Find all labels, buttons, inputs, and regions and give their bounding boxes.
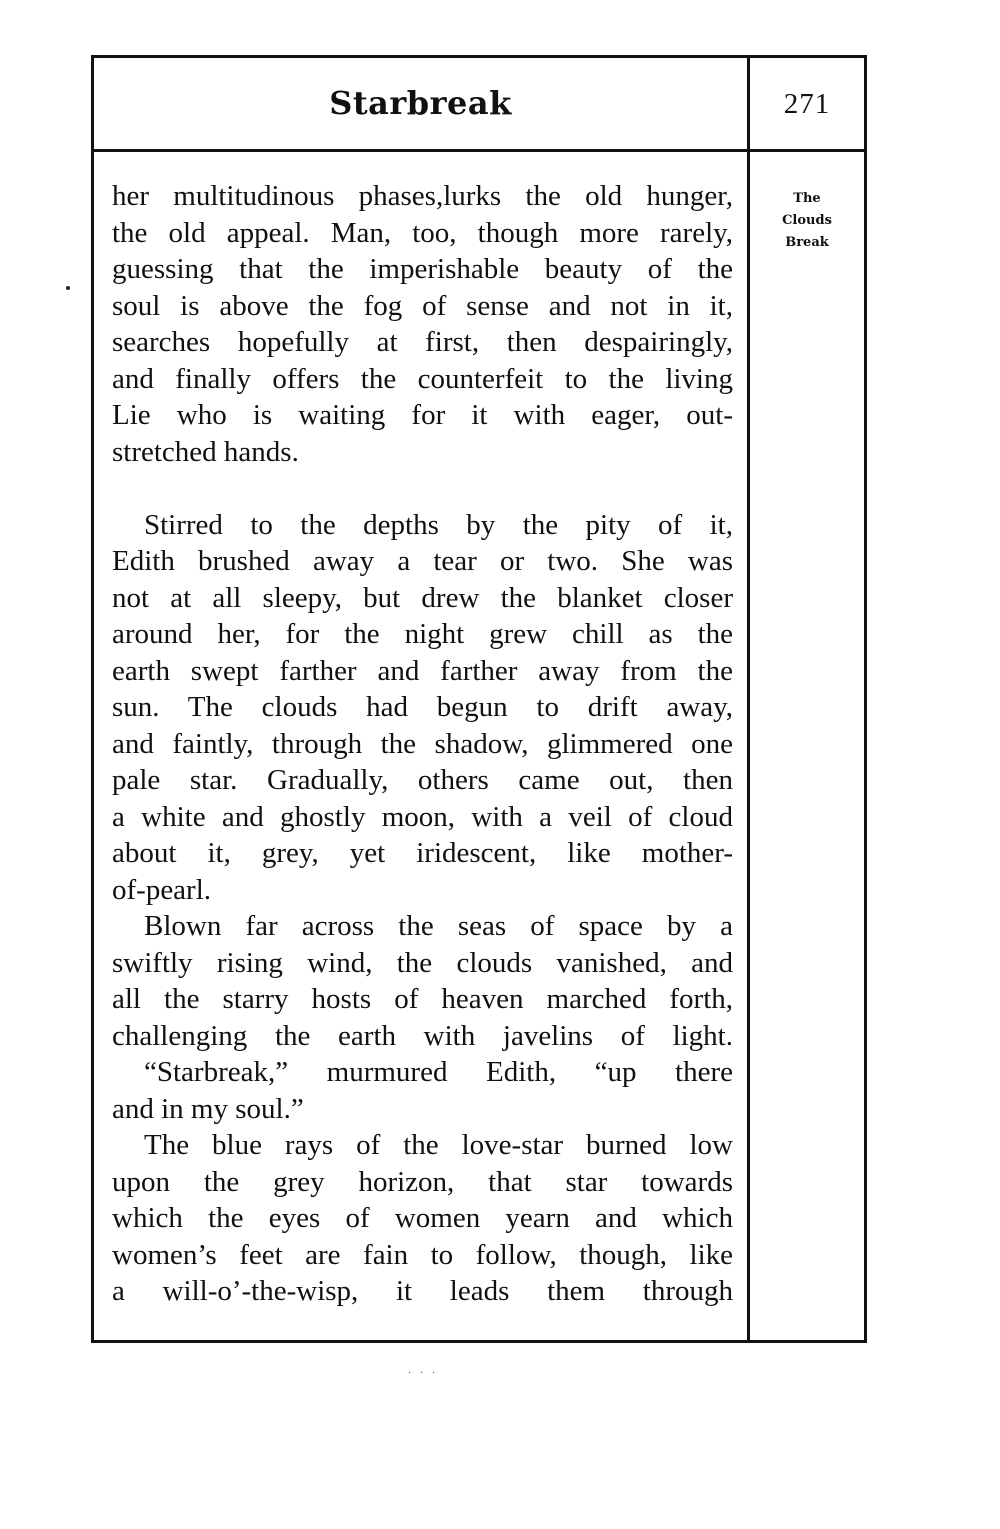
text-line: her multitudinous phases,lurks the old hunger, xyxy=(112,180,733,212)
text-line: and faintly, through the shadow, glimmered one xyxy=(112,727,733,760)
text-line: and in my soul.” xyxy=(112,1092,304,1125)
text-line: all the starry hosts of heaven marched forth, xyxy=(112,983,733,1015)
text-line: women’s feet are fain to follow, though, like xyxy=(112,1238,733,1271)
text-line: Stirred to the depths by the pity of it, xyxy=(144,508,733,541)
side-note xyxy=(750,188,864,254)
text-line: and finally offers the counterfeit to the living xyxy=(112,362,733,395)
side-note-line: Clouds xyxy=(782,213,832,228)
main-text xyxy=(112,178,733,1310)
text-line: soul is above the fog of sense and not in it, xyxy=(112,289,733,322)
side-note-line: Break xyxy=(785,235,829,250)
text-line: earth swept farther and farther away from the xyxy=(112,654,733,687)
text-line: Lie who is waiting for it with eager, out- xyxy=(112,399,733,431)
text-line: Edith brushed away a tear or two. She was xyxy=(112,545,733,577)
text-line: “Starbreak,” murmured Edith, “up there xyxy=(144,1056,733,1088)
side-note-line: The xyxy=(793,191,821,206)
paragraph-gap xyxy=(112,470,733,507)
page-frame xyxy=(91,55,867,1343)
text-line: Blown far across the seas of space by a xyxy=(144,910,733,942)
text-line: pale star. Gradually, others came out, then xyxy=(112,764,733,796)
text-line: guessing that the imperishable beauty of the xyxy=(112,253,733,285)
page-number: 271 xyxy=(783,88,831,120)
text-line: swiftly rising wind, the clouds vanished, and xyxy=(112,946,733,979)
text-line: about it, grey, yet iridescent, like mother- xyxy=(112,837,733,869)
text-line: upon the grey horizon, that star towards xyxy=(112,1165,733,1198)
text-line: which the eyes of women yearn and which xyxy=(112,1202,733,1234)
text-line: stretched hands. xyxy=(112,435,299,468)
text-line: a white and ghostly moon, with a veil of cloud xyxy=(112,800,733,833)
text-line: searches hopefully at first, then despairingly, xyxy=(112,326,733,358)
text-line: a will-o’-the-wisp, it leads them through xyxy=(112,1275,733,1307)
text-line: not at all sleepy, but drew the blanket closer xyxy=(112,581,733,614)
text-line: of-pearl. xyxy=(112,873,212,906)
bottom-specks: . . . xyxy=(408,1362,438,1376)
text-line: sun. The clouds had begun to drift away, xyxy=(112,691,733,723)
text-line: The blue rays of the love-star burned low xyxy=(144,1129,733,1161)
text-line: around her, for the night grew chill as the xyxy=(112,618,733,650)
stray-ink-mark xyxy=(66,286,70,290)
text-line: the old appeal. Man, too, though more rarely, xyxy=(112,216,733,249)
text-line: challenging the earth with javelins of light. xyxy=(112,1019,733,1052)
running-title: Starbreak xyxy=(329,84,512,122)
